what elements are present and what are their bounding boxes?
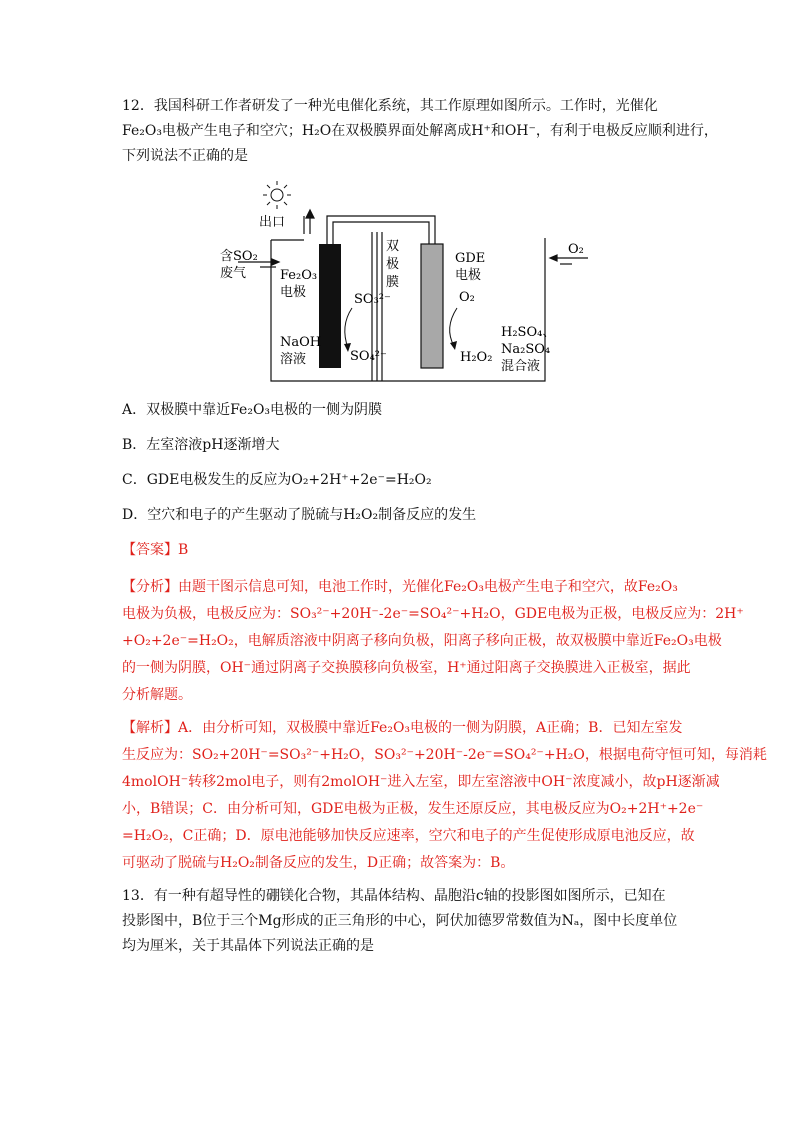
o2-reactant-label: O₂: [459, 290, 475, 305]
q12-line-3: 下列说法不正确的是: [122, 148, 248, 164]
membrane-label-2: 极: [386, 257, 400, 272]
answer-label: 【答案】B: [122, 542, 189, 558]
option-d: D．空穴和电子的产生驱动了脱硫与H₂O₂制备反应的发生: [122, 507, 477, 523]
fe2o3-electrode: [319, 244, 341, 368]
external-wire: [327, 216, 435, 244]
right-reaction-arrow: [450, 308, 457, 346]
left-reaction-arrow: [345, 308, 352, 348]
mix-label-1: H₂SO₄、: [501, 325, 556, 340]
naoh-label-2: 溶液: [280, 352, 307, 367]
mix-label-2: Na₂SO₄: [501, 342, 551, 357]
explanation-line-5: =H₂O₂，C正确；D．原电池能够加快反应速率，空穴和电子的产生促使形成原电池反应，故: [122, 828, 695, 844]
option-b: B．左室溶液pH逐渐增大: [122, 437, 280, 453]
analysis-line-1: 【分析】由题干图示信息可知，电池工作时，光催化Fe₂O₃电极产生电子和空穴，故Fe₂O₃: [122, 579, 678, 595]
gde-label-1: GDE: [455, 251, 486, 266]
inlet-gas-label-1: 含SO₂: [220, 249, 258, 264]
option-a: A．双极膜中靠近Fe₂O₃电极的一侧为阴膜: [122, 402, 383, 418]
q13-line-1: 13．有一种有超导性的硼镁化合物，其晶体结构、晶胞沿c轴的投影图如图所示，已知在: [122, 888, 666, 904]
analysis-line-2: 电极为负极，电极反应为：SO₃²⁻+20H⁻-2e⁻=SO₄²⁻+H₂O，GDE电极为正极，电极反应为：2H⁺: [122, 606, 744, 622]
membrane-label-3: 膜: [386, 275, 400, 290]
h2o2-label: H₂O₂: [460, 350, 493, 365]
explanation-line-6: 可驱动了脱硫与H₂O₂制备反应的发生，D正确；故答案为：B。: [122, 855, 515, 871]
q13-line-2: 投影图中，B位于三个Mg形成的正三角形的中心，阿伏加德罗常数值为Nₐ，图中长度单位: [122, 913, 678, 929]
gde-electrode: [421, 244, 443, 368]
analysis-line-4: 的一侧为阴膜，OH⁻通过阴离子交换膜移向负极室，H⁺通过阳离子交换膜进入正极室，据此: [122, 660, 691, 676]
mix-label-3: 混合液: [501, 359, 541, 374]
electrochemical-cell-diagram: [200, 176, 600, 386]
sulfite-label: SO₃²⁻: [354, 292, 391, 307]
naoh-label-1: NaOH: [280, 335, 322, 350]
inlet-gas-label-2: 废气: [220, 266, 247, 281]
outlet-label: 出口: [259, 215, 286, 230]
membrane-label-1: 双: [386, 239, 400, 254]
option-c: C．GDE电极发生的反应为O₂+2H⁺+2e⁻=H₂O₂: [122, 472, 432, 488]
q13-line-3: 均为厘米，关于其晶体下列说法正确的是: [122, 938, 374, 954]
explanation-line-4: 小，B错误；C．由分析可知，GDE电极为正极，发生还原反应，其电极反应为O₂+2H⁺+2e⁻: [122, 801, 704, 817]
analysis-line-3: +O₂+2e⁻=H₂O₂，电解质溶液中阴离子移向负极，阳离子移向正极，故双极膜中靠近Fe₂O₃电极: [122, 633, 722, 649]
explanation-line-2: 生反应为：SO₂+20H⁻=SO₃²⁻+H₂O，SO₃²⁻+20H⁻-2e⁻=SO₄²⁻+H₂O，根据电荷守恒可知，每消耗: [122, 747, 767, 763]
sun-icon: [263, 181, 291, 209]
analysis-line-5: 分析解题。: [122, 687, 192, 703]
sulfate-label: SO₄²⁻: [350, 349, 387, 364]
left-electrode-label-1: Fe₂O₃: [280, 268, 318, 283]
q12-line-1: 12．我国科研工作者研发了一种光电催化系统，其工作原理如图所示。工作时，光催化: [122, 98, 658, 114]
explanation-line-1: 【解析】A．由分析可知，双极膜中靠近Fe₂O₃电极的一侧为阴膜，A正确；B．已知左室发: [122, 720, 683, 736]
o2-inlet-label: O₂: [568, 242, 584, 257]
gde-label-2: 电极: [455, 268, 482, 283]
q12-line-2: Fe₂O₃电极产生电子和空穴；H₂O在双极膜界面处解离成H⁺和OH⁻，有利于电极反应顺利进行，: [122, 123, 718, 139]
explanation-line-3: 4molOH⁻转移2mol电子，则有2molOH⁻进入左室，即左室溶液中OH⁻浓度减小，故pH逐渐减: [122, 774, 720, 790]
left-electrode-label-2: 电极: [280, 285, 307, 300]
outlet-arrow: [304, 210, 314, 234]
